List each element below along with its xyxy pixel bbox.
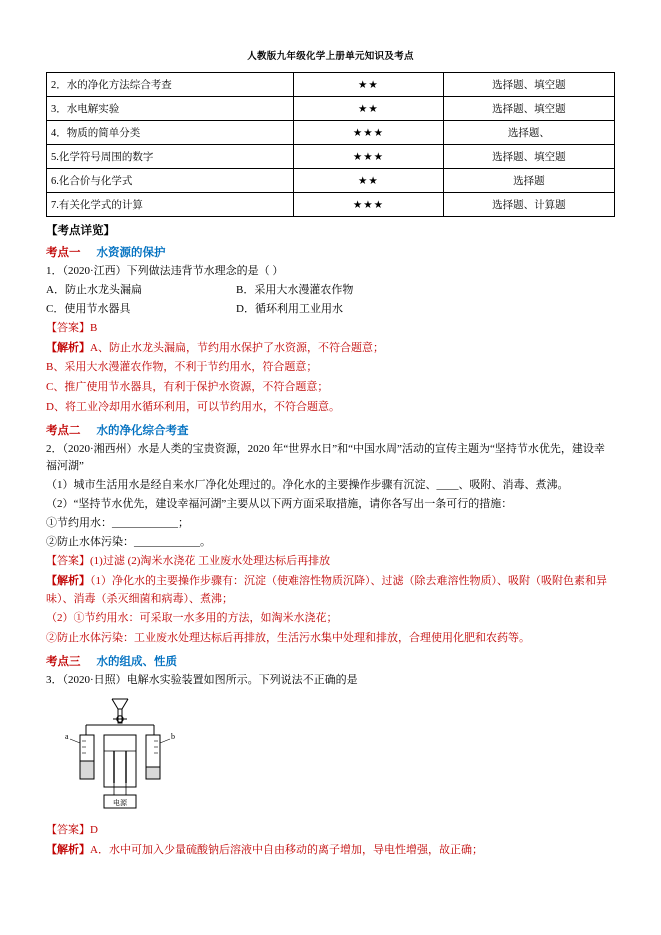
question-sub-2a: ①节约用水：____________； <box>46 517 189 530</box>
question-sub-2: （2）“坚持节水优先，建设幸福河湖”主要从以下两方面采取措施，请你各写出一条可行的措施： <box>46 498 513 511</box>
stars-cell: ★★ <box>294 169 444 193</box>
topic-cell: 3．水电解实验 <box>47 97 294 121</box>
option-row <box>46 282 615 299</box>
table-row <box>47 193 615 217</box>
table-row <box>47 121 615 145</box>
page-title: 人教版九年级化学上册单元知识及考点 <box>247 51 414 62</box>
analysis-text: A、防止水龙头漏扁，节约用水保护了水资源，不符合题意； <box>90 341 384 354</box>
analysis-tag: 【解析】 <box>46 844 90 856</box>
topic-cell: 4．物质的简单分类 <box>47 121 294 145</box>
power-source-label: 电源 <box>113 800 127 808</box>
question-text: 3．（2020·日照）电解水实验装置如图所示。下列说法不正确的是 <box>46 674 358 687</box>
analysis-line: B、采用大水漫灌农作物，不利于节约用水，符合题意； <box>46 361 318 374</box>
table-row <box>47 145 615 169</box>
analysis-tag: 【解析】 <box>46 574 90 587</box>
types-cell: 选择题、填空题 <box>443 145 614 169</box>
topic-cell: 6.化合价与化学式 <box>47 169 294 193</box>
analysis-text: A．水中可加入少量硫酸钠后溶液中自由移动的离子增加，导电性增强，故正确； <box>90 844 483 856</box>
answer-line: 【答案】(1)过滤 (2)淘米水浇花 工业废水处理达标后再排放 <box>46 555 331 568</box>
question-text: 1．（2020·江西）下列做法违背节水理念的是（ ） <box>46 265 284 277</box>
electrolysis-figure <box>46 695 615 818</box>
analysis-line: C、推广使用节水器具，有利于保护水资源，不符合题意； <box>46 380 329 393</box>
table-row <box>47 97 615 121</box>
kaodian-heading-3 <box>46 653 615 669</box>
option-c: C．使用节水器具 <box>46 303 131 316</box>
question-sub-1: （1）城市生活用水是经自来水厂净化处理过的。净化水的主要操作步骤有沉淀、____、吸附、消毒、煮沸。 <box>46 479 569 492</box>
stars-cell: ★★ <box>294 73 444 97</box>
analysis-tag: 【解析】 <box>46 341 90 354</box>
types-cell: 选择题、填空题 <box>443 73 614 97</box>
question-sub-2b: ②防止水体污染：____________。 <box>46 536 211 549</box>
option-row <box>46 301 615 318</box>
question-text: 2．（2020·湘西州）水是人类的宝贵资源，2020 年“世界水日”和“中国水周”活动的宣传主题为“坚持节水优先，建设幸福河湖” <box>46 443 605 473</box>
stars-cell: ★★ <box>294 97 444 121</box>
table-row <box>47 73 615 97</box>
stars-cell: ★★★ <box>294 145 444 169</box>
types-cell: 选择题、 <box>443 121 614 145</box>
analysis-line: D、将工业冷却用水循环利用，可以节约用水，不符合题意。 <box>46 400 340 413</box>
analysis-text: （1）净化水的主要操作步骤有：沉淀（使难溶性物质沉降）、过滤（除去难溶性物质）、吸附（吸附色素和异味）、消毒（杀灭细菌和病毒）、煮沸； <box>46 574 607 605</box>
types-cell: 选择题、填空题 <box>443 97 614 121</box>
kaodian-label: 考点二 <box>46 425 81 438</box>
table-body <box>47 73 615 217</box>
types-cell: 选择题 <box>443 169 614 193</box>
electrolysis-apparatus-icon <box>60 695 180 813</box>
analysis-line <box>46 340 615 358</box>
analysis-line: ②防止水体污染：工业废水处理达标后再排放，生活污水集中处理和排放，合理使用化肥和农药等。 <box>46 631 530 644</box>
topic-cell: 2．水的净化方法综合考查 <box>47 73 294 97</box>
stars-cell: ★★★ <box>294 193 444 217</box>
detail-section-title: 【考点详览】 <box>46 225 115 237</box>
analysis-line <box>46 573 615 608</box>
answer-line: 【答案】D <box>46 824 98 837</box>
analysis-line <box>46 842 615 860</box>
topic-cell: 7.有关化学式的计算 <box>47 193 294 217</box>
kaodian-name: 水资源的保护 <box>96 247 166 259</box>
topic-cell: 5.化学符号周围的数字 <box>47 145 294 169</box>
kaodian-label: 考点三 <box>46 656 81 669</box>
label-a: a <box>65 732 69 742</box>
table-row <box>47 169 615 193</box>
label-b: b <box>171 732 175 742</box>
option-d: D．循环利用工业用水 <box>236 303 343 316</box>
kaodian-heading-2 <box>46 422 615 438</box>
types-cell: 选择题、计算题 <box>443 193 614 217</box>
option-a: A．防止水龙头漏扁 <box>46 284 142 297</box>
kaodian-name: 水的净化综合考查 <box>96 425 189 438</box>
answer-line: 【答案】B <box>46 322 98 335</box>
knowledge-points-table <box>46 72 615 217</box>
kaodian-label: 考点一 <box>46 247 81 259</box>
option-b: B．采用大水漫灌农作物 <box>236 284 354 297</box>
analysis-line: （2）①节约用水：可采取一水多用的方法，如淘米水浇花； <box>46 612 338 625</box>
kaodian-name: 水的组成、性质 <box>96 656 177 669</box>
kaodian-heading-1 <box>46 244 615 260</box>
stars-cell: ★★★ <box>294 121 444 145</box>
